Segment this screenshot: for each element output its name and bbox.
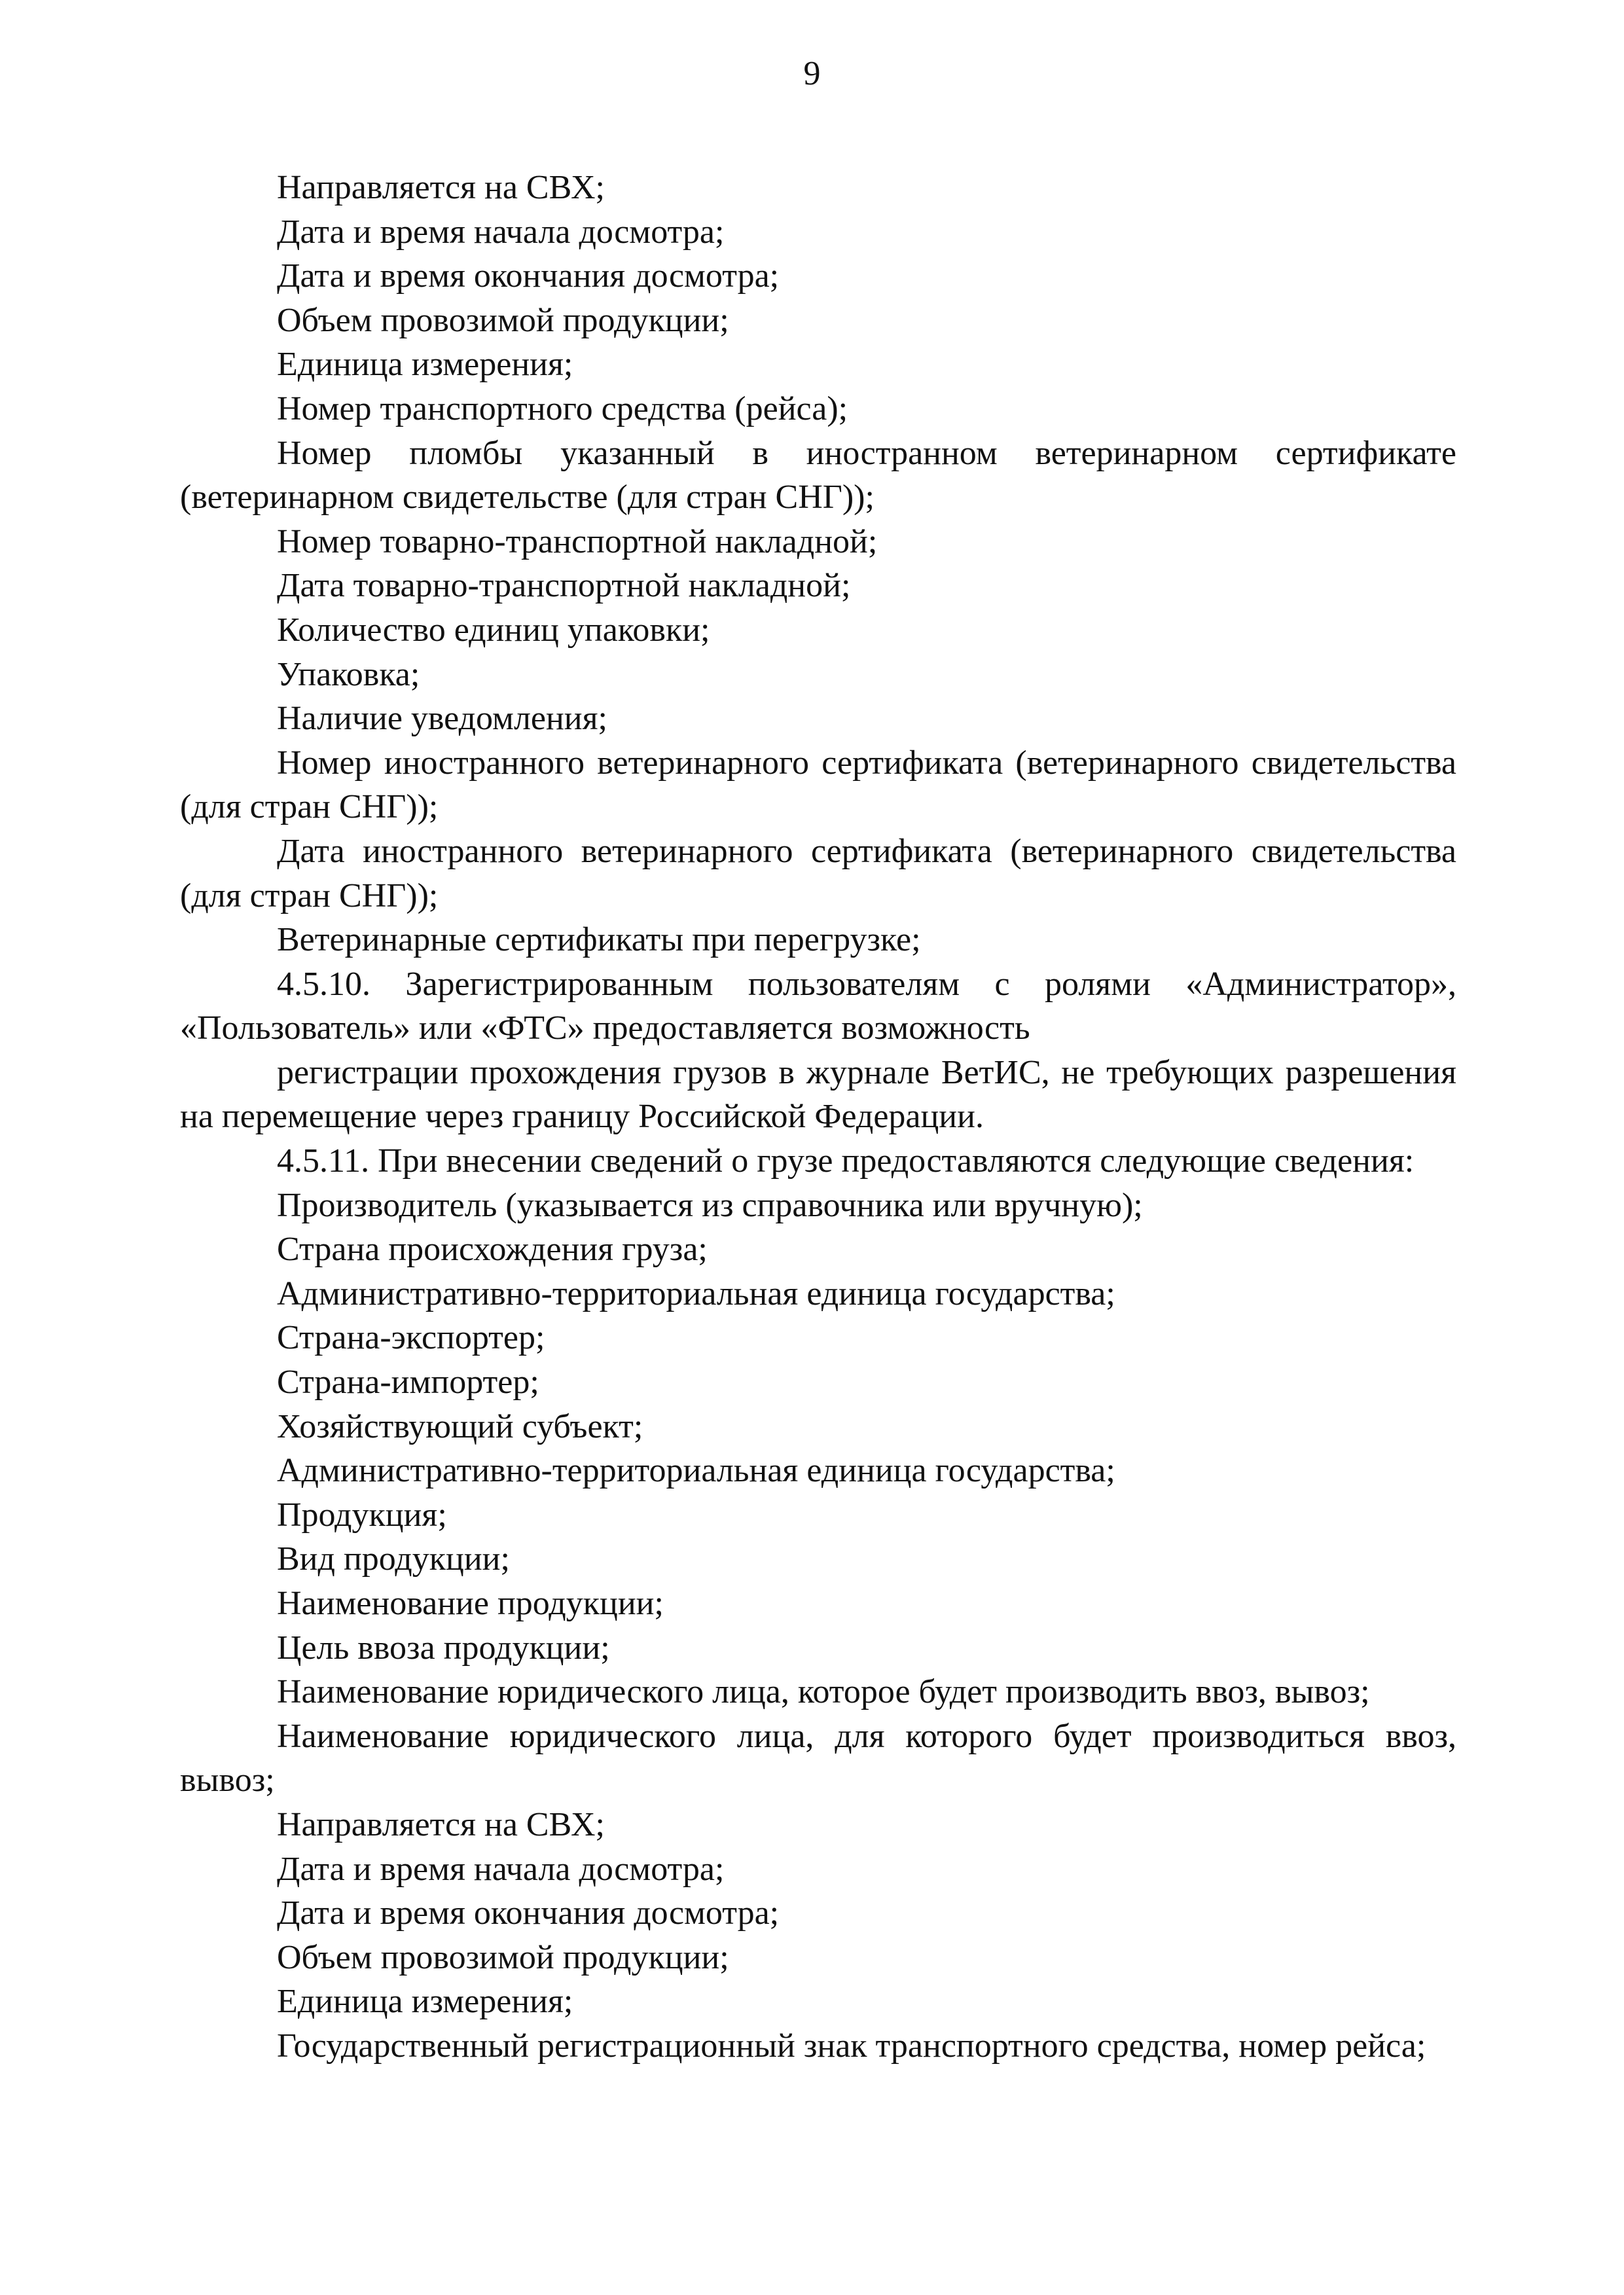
page-number: 9 [803,55,821,92]
list-item: Номер транспортного средства (рейса); [277,389,848,427]
list-item: Дата и время начала досмотра; [277,213,725,251]
list-item: Объем провозимой продукции; [277,1938,729,1976]
list-item: Номер иностранного ветеринарного сертификата (ветеринарного свидетельства (для стран СНГ)); [180,744,1456,826]
list-item: Направляется на СВХ; [277,169,605,206]
list-item: Страна-импортер; [277,1364,539,1401]
section-paragraph-4-5-11: 4.5.11. При внесении сведений о грузе предоставляются следующие сведения: [277,1142,1415,1180]
list-item: Направляется на СВХ; [277,1805,605,1843]
list-item: Административно-территориальная единица государства; [277,1452,1115,1490]
list-item: Государственный регистрационный знак транспортного средства, номер рейса; [277,2027,1426,2065]
list-item: Дата и время окончания досмотра; [277,257,780,295]
section-paragraph-4-5-10-continued: регистрации прохождения грузов в журнале ВетИС, не требующих разрешения на перемещение через границу Российской Федерации. [180,1053,1456,1136]
list-item: Номер пломбы указанный в иностранном ветеринарном сертификате (ветеринарном свидетельстве (для стран СНГ)); [180,434,1456,516]
list-item: Наименование юридического лица, которое будет производить ввоз, вывоз; [277,1673,1370,1711]
list-item: Хозяйствующий субъект; [277,1407,643,1445]
list-item: Дата товарно-транспортной накладной; [277,567,851,605]
list-item: Единица измерения; [277,1983,573,2021]
list-item: Страна-экспортер; [277,1319,545,1357]
list-item: Номер товарно-транспортной накладной; [277,522,878,560]
list-item: Ветеринарные сертификаты при перегрузке; [277,921,921,959]
list-item: Страна происхождения груза; [277,1231,708,1269]
document-body [180,166,1456,2069]
list-item: Цель ввоза продукции; [277,1629,610,1667]
list-item: Объем провозимой продукции; [277,301,729,339]
list-item: Административно-территориальная единица государства; [277,1274,1115,1312]
list-item: Единица измерения; [277,346,573,384]
list-item: Дата иностранного ветеринарного сертификата (ветеринарного свидетельства (для стран СНГ)); [180,832,1456,914]
list-item: Продукция; [277,1496,447,1534]
list-item: Наименование юридического лица, для которого будет производиться ввоз, вывоз; [180,1717,1456,1799]
list-item: Вид продукции; [277,1540,510,1578]
list-item: Производитель (указывается из справочника или вручную); [277,1186,1143,1224]
list-item: Наличие уведомления; [277,700,607,738]
list-item: Упаковка; [277,655,420,693]
section-paragraph-4-5-10: 4.5.10. Зарегистрированным пользователям с ролями «Администратор», «Пользователь» или «ФТС» предоставляется возможность [180,965,1456,1047]
list-item: Дата и время начала досмотра; [277,1850,725,1888]
list-item: Количество единиц упаковки; [277,611,710,649]
list-item: Дата и время окончания досмотра; [277,1894,780,1932]
list-item: Наименование продукции; [277,1585,664,1622]
